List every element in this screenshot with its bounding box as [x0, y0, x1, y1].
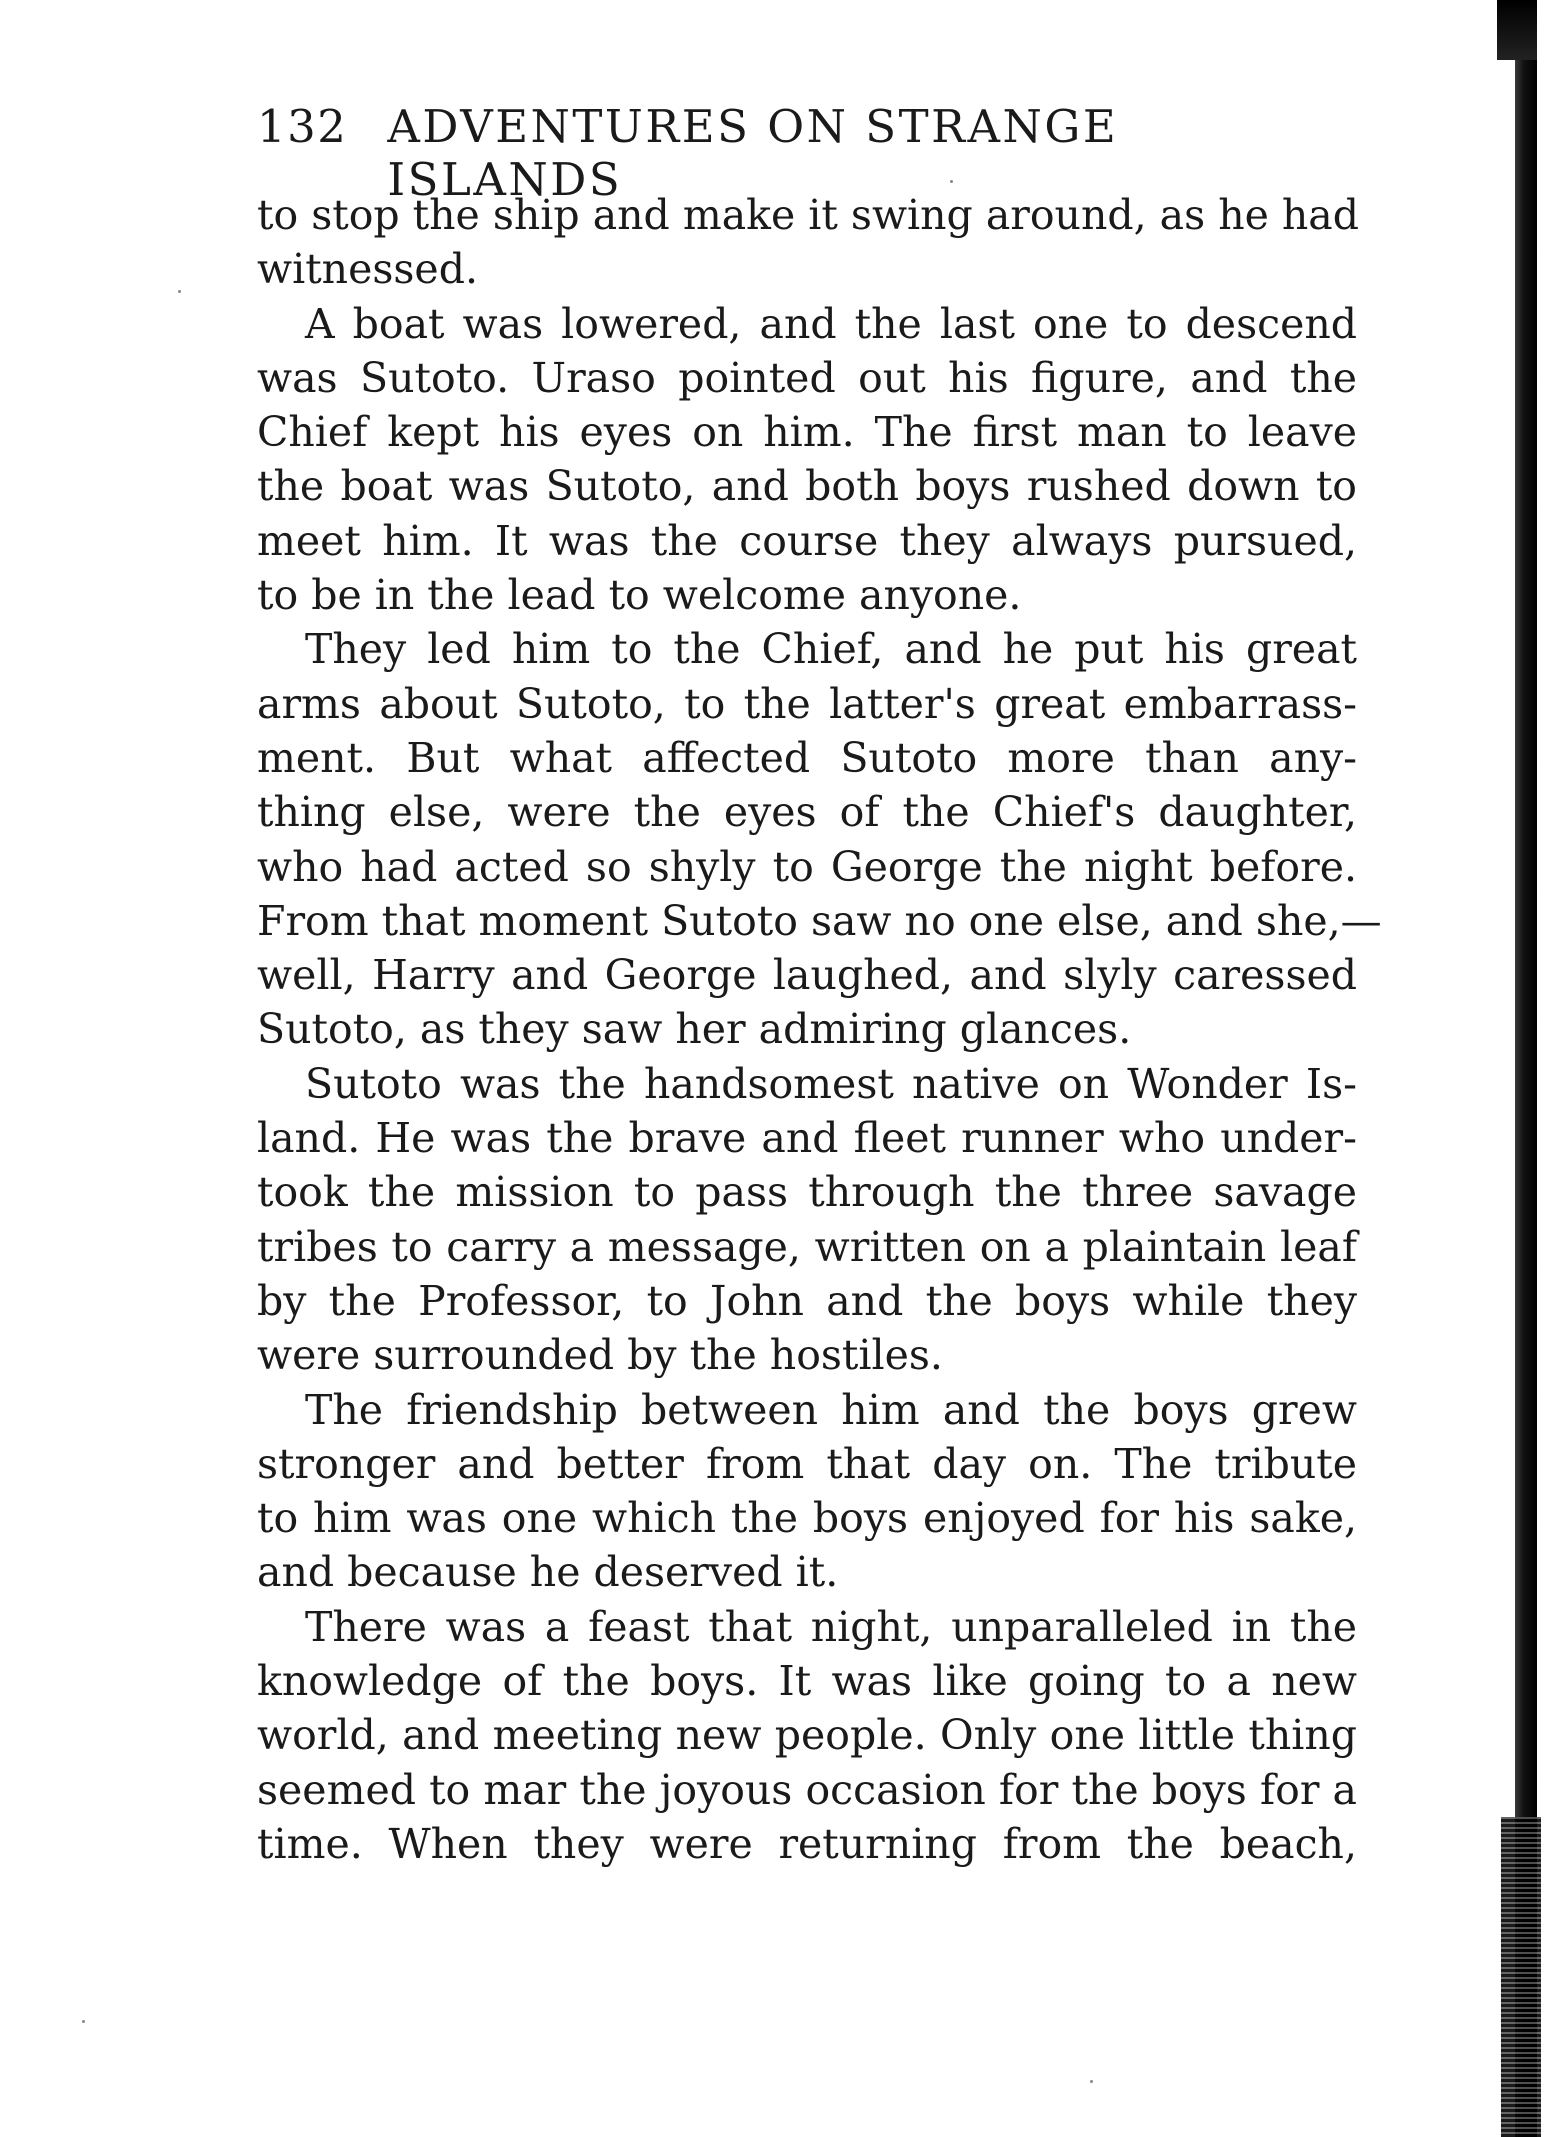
text-line: tribes to carry a message, written on a plaintain leaf	[257, 1222, 1357, 1271]
text-line: the boat was Sutoto, and both boys rushed down to	[257, 462, 1357, 511]
page-number: 132	[257, 100, 348, 153]
text-line: was Sutoto. Uraso pointed out his figure, and the	[257, 353, 1357, 402]
text-line: time. When they were returning from the beach,	[257, 1819, 1357, 1868]
text-line: ment. But what affected Sutoto more than any-	[257, 733, 1357, 782]
text-line: There was a feast that night, unparalleled in the	[305, 1602, 1357, 1651]
page-binding-edge-bottom	[1501, 1817, 1541, 2137]
running-header	[257, 100, 1362, 206]
text-line: stronger and better from that day on. The tribute	[257, 1439, 1357, 1488]
text-line: A boat was lowered, and the last one to descend	[305, 299, 1357, 348]
text-line: They led him to the Chief, and he put his great	[305, 625, 1357, 674]
text-line: From that moment Sutoto saw no one else, and she,—	[257, 896, 1382, 945]
text-line: to be in the lead to welcome anyone.	[257, 571, 1022, 620]
paper-speck	[82, 2020, 85, 2023]
text-line: arms about Sutoto, to the latter's great embarrass-	[257, 679, 1357, 728]
text-line: and because he deserved it.	[257, 1548, 839, 1597]
text-line: Sutoto was the handsomest native on Wonder Is-	[305, 1059, 1357, 1108]
text-line: The friendship between him and the boys grew	[305, 1385, 1357, 1434]
paper-speck	[1090, 2080, 1093, 2083]
body-text	[257, 188, 1382, 1871]
text-line: to stop the ship and make it swing around, as he had	[257, 191, 1359, 239]
text-line: meet him. It was the course they always pursued,	[257, 516, 1357, 565]
page-binding-edge-top	[1497, 0, 1537, 60]
paper-speck	[178, 290, 181, 293]
text-line: by the Professor, to John and the boys while they	[257, 1276, 1357, 1325]
text-line: knowledge of the boys. It was like going to a new	[257, 1657, 1357, 1706]
text-line: world, and meeting new people. Only one little thing	[257, 1711, 1357, 1760]
text-line: Chief kept his eyes on him. The first man to leave	[257, 408, 1357, 457]
running-title: ADVENTURES ON STRANGE ISLANDS	[387, 100, 1119, 206]
text-line: who had acted so shyly to George the night before.	[257, 842, 1357, 891]
text-line: Sutoto, as they saw her admiring glances.	[257, 1005, 1132, 1054]
text-line: seemed to mar the joyous occasion for the boys for a	[257, 1765, 1357, 1814]
text-line: thing else, were the eyes of the Chief's daughter,	[257, 788, 1357, 837]
text-line: to him was one which the boys enjoyed for his sake,	[257, 1494, 1357, 1543]
text-line: took the mission to pass through the three savage	[257, 1168, 1357, 1217]
text-line: land. He was the brave and fleet runner who under-	[257, 1114, 1357, 1163]
text-line: were surrounded by the hostiles.	[257, 1331, 943, 1380]
text-line: well, Harry and George laughed, and slyly caressed	[257, 951, 1357, 1000]
text-line: witnessed.	[257, 245, 478, 294]
